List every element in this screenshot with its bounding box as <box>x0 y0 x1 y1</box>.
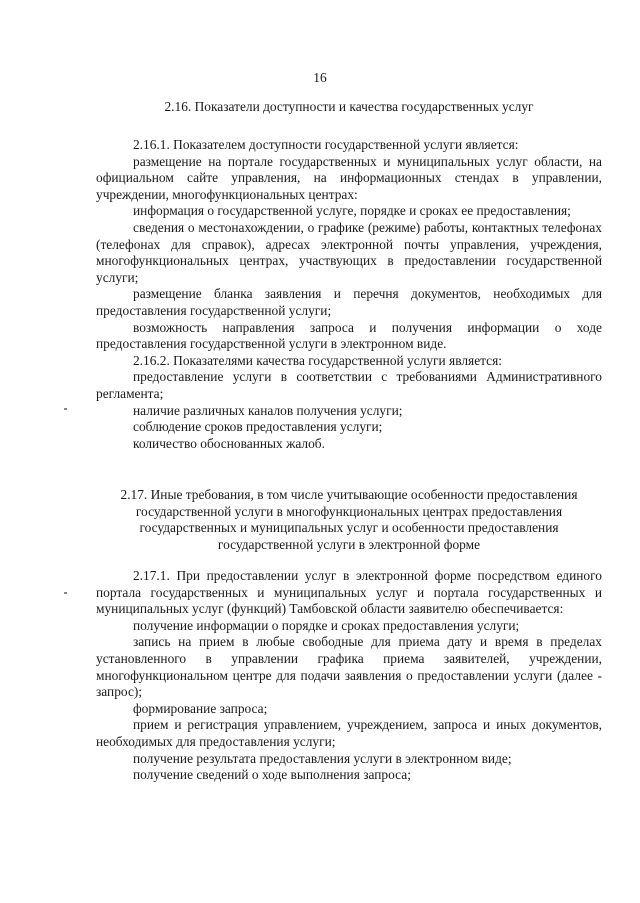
paragraph-2-17-1: 2.17.1. При предоставлении услуг в электронной форме посредством единого портала государственных и муниципальных услуг и портала государственных и муниципальных услуг (функций) Тамбовской области заявителю обеспечивается: <box>96 568 602 617</box>
paragraph-service-info: информация о государственной услуге, порядке и сроках ее предоставления; <box>133 203 571 219</box>
paragraph-2-16-1: 2.16.1. Показателем доступности государственной услуги является: <box>133 137 519 152</box>
paragraph-status: получение сведений о ходе выполнения запроса; <box>133 767 411 783</box>
paragraph-location-info: сведения о местонахождении, о графике (режиме) работы, контактных телефонах (телефонах для справок), адресах электронной почты управления, учреждения, многофункциональных центрах, участвующих в предоставлении государственной услуги; <box>96 219 602 285</box>
section-2-17-title <box>96 487 602 553</box>
paragraph-result: получение результата предоставления услуги в электронном виде; <box>133 750 512 766</box>
section-2-16-body <box>96 137 602 452</box>
section-2-17-body <box>96 568 602 784</box>
paragraph-deadlines: соблюдение сроков предоставления услуги; <box>133 419 383 435</box>
section-2-17-title-line: государственной услуги в многофункциональных центрах предоставления <box>135 503 563 519</box>
paragraph-channels: наличие различных каналов получения услуги; <box>133 402 403 418</box>
paragraph-request-forming: формирование запроса; <box>133 700 268 716</box>
paragraph-regulation-compliance: предоставление услуги в соответствии с требованиями Административного регламента; <box>96 369 602 401</box>
paragraph-complaints: количество обоснованных жалоб. <box>133 435 325 451</box>
section-2-16-title: 2.16. Показатели доступности и качества государственных услуг <box>164 99 534 114</box>
section-2-17-title-line: 2.17. Иные требования, в том числе учитывающие особенности предоставления <box>120 487 578 502</box>
paragraph-2-16-2: 2.16.2. Показателями качества государственной услуги является: <box>133 352 502 368</box>
paragraph-portal-placement: размещение на портале государственных и муниципальных услуг области, на официальном сайте управления, на информационных стендах в управлении, учреждении, многофункциональных центрах: <box>96 153 602 202</box>
paragraph-registration: прием и регистрация управлением, учреждением, запроса и иных документов, необходимых для предоставления услуги; <box>96 717 602 749</box>
paragraph-application-form: размещение бланка заявления и перечня документов, необходимых для предоставления государственной услуги; <box>96 286 602 318</box>
paragraph-order-info: получение информации о порядке и сроках предоставления услуги; <box>133 617 520 633</box>
scan-mark <box>64 592 67 594</box>
page-number: 16 <box>313 70 327 85</box>
paragraph-electronic-request: возможность направления запроса и получения информации о ходе предоставления государственной услуги в электронном виде. <box>96 319 602 352</box>
section-2-17-title-line: государственной услуги в электронной форме <box>217 536 481 552</box>
section-2-17-title-line: государственных и муниципальных услуг и особенности предоставления <box>139 520 559 536</box>
scan-mark <box>64 408 67 410</box>
paragraph-appointment: запись на прием в любые свободные для приема дату и время в пределах установленного в управлении графика приема заявителей, учреждении, многофункциональном центре для подачи заявления о предоставлении услуги (далее - запрос); <box>96 634 602 700</box>
